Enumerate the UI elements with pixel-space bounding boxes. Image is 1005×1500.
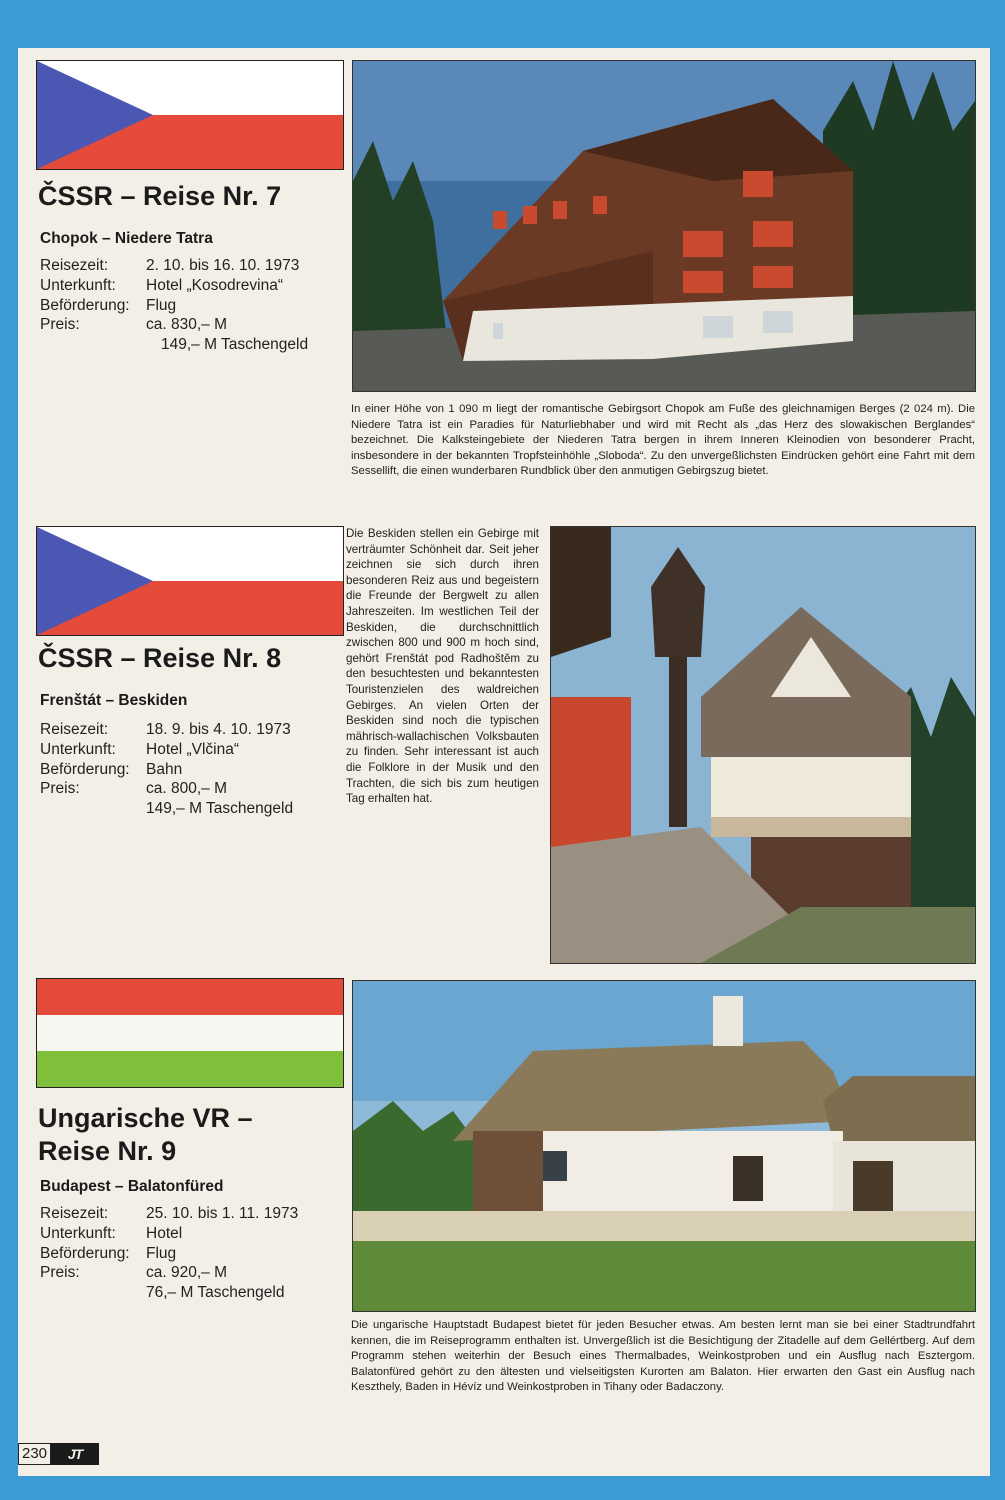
trip-region: Budapest – Balatonfüred (40, 1178, 224, 1195)
travel-time-value: 18. 9. bis 4. 10. 1973 (146, 721, 291, 738)
flag-white-stripe (37, 1015, 343, 1051)
pocket-money-value: 76,– M Taschengeld (146, 1284, 285, 1302)
flag-blue-triangle (37, 61, 343, 169)
transport-value: Flug (146, 296, 177, 314)
price-value: ca. 920,– M (146, 1264, 227, 1282)
trip-title: ČSSR – Reise Nr. 8 (38, 643, 282, 673)
trip-description: Die ungarische Hauptstadt Budapest bietet für jeden Besucher etwas. Am besten lernt man sie bei einer Stadtrundfahrt kennen, die im Reiseprogramm enthalten ist. Unvergeßlich ist die Besichtigung der Zitadelle auf dem Gellértberg. Auf dem Programm stehen weiterhin der Besuch eines Thermalbades, Weinkostproben und ein Ausflug nach Esztergom. Balatonfüred gehört zu den ältesten und vielseitigsten Kurorten am Balaton. Hier erwarten den Gast ein Ausflug nach Keszthely, Baden in Hévíz und Weinkostproben in Tihany oder Badaczony. (351, 1319, 975, 1393)
label-accommodation: Unterkunft: (40, 740, 116, 758)
label-price: Preis: (40, 780, 80, 798)
label-travel-time: Reisezeit: (40, 721, 109, 738)
trip-region: Chopok – Niedere Tatra (40, 230, 213, 247)
pocket-money-value: 149,– M Taschengeld (161, 336, 309, 354)
accommodation-value: Hotel (146, 1224, 183, 1242)
trip-title: Ungarische VR – Reise Nr. 9 (38, 1103, 253, 1166)
photo-hotel-kosodrevina (352, 60, 976, 392)
transport-value: Flug (146, 1244, 177, 1262)
trip-description: Die Beskiden stellen ein Gebirge mit verträumter Schönheit dar. Seit jeher zeichnen sie sich durch ihren besonderen Reiz aus und begeistern die Freunde der Bergwelt zu allen Jahreszeiten. Im westlichen Teil der Beskiden, die durchschnittlich zwischen 800 und 900 m hoch sind, gehört Frenštát pod Radhoštěm zu den besuchtesten und bekanntesten Touristenzielen des waldreichen Gebirges. An vielen Orten der Beskiden sind noch die typischen mährisch-wallachischen Volksbauten zu finden. Sehr interessant ist auch die Folklore in der Musik und den Trachten, die sich bis zum heutigen Tag erhalten hat. (346, 527, 539, 806)
price-value: ca. 830,– M (146, 316, 227, 334)
label-price: Preis: (40, 316, 80, 334)
label-travel-time: Reisezeit: (40, 1205, 109, 1222)
accommodation-value: Hotel „Kosodrevina“ (146, 276, 283, 294)
label-transport: Beförderung: (40, 296, 130, 314)
flag-blue-triangle (37, 527, 343, 635)
page-footer (18, 1442, 99, 1466)
price-value: ca. 800,– M (146, 780, 227, 798)
transport-value: Bahn (146, 760, 183, 778)
travel-time-value: 25. 10. bis 1. 11. 1973 (146, 1205, 299, 1222)
trip-title: ČSSR – Reise Nr. 7 (38, 181, 282, 211)
label-transport: Beförderung: (40, 760, 130, 778)
accommodation-value: Hotel „Vlčina“ (146, 740, 240, 758)
publisher-logo: JT (51, 1443, 99, 1465)
pocket-money-value: 149,– M Taschengeld (146, 800, 294, 818)
photo-thatched-farmhouse (352, 980, 976, 1312)
czechoslovak-flag-icon (36, 60, 344, 170)
label-accommodation: Unterkunft: (40, 1224, 116, 1242)
czechoslovak-flag-icon (36, 526, 344, 636)
trip-details (40, 720, 340, 819)
flag-green-stripe (37, 1051, 343, 1087)
trip-description: In einer Höhe von 1 090 m liegt der romantische Gebirgsort Chopok am Fuße des gleichnamigen Berges (2 024 m). Die Niedere Tatra ist ein Paradies für Naturliebhaber und wird mit Recht als „das Herz des slowakischen Berglandes“ bezeichnet. Die Kalksteingebiete der Niederen Tatra bergen in ihrem Inneren Kleinodien von besonderer Pracht, insbesondere in der bekannten Tropfsteinhöhle „Sloboda“. Zu den unvergeßlichsten Eindrücken gehört eine Fahrt mit dem Sessellift, die einen wunderbaren Rundblick über den anmutigen Gebirgszug bietet. (351, 403, 975, 477)
hungarian-flag-icon (36, 978, 344, 1088)
label-transport: Beförderung: (40, 1244, 130, 1262)
trip-details (40, 256, 340, 355)
label-accommodation: Unterkunft: (40, 276, 116, 294)
photo-beskiden-building (550, 526, 976, 964)
page-number: 230 (18, 1443, 51, 1465)
travel-time-value: 2. 10. bis 16. 10. 1973 (146, 257, 300, 274)
brochure-page (18, 48, 990, 1476)
trip-region: Frenštát – Beskiden (40, 692, 188, 709)
trip-details (40, 1204, 340, 1303)
label-price: Preis: (40, 1264, 80, 1282)
flag-red-stripe (37, 979, 343, 1015)
label-travel-time: Reisezeit: (40, 257, 109, 274)
